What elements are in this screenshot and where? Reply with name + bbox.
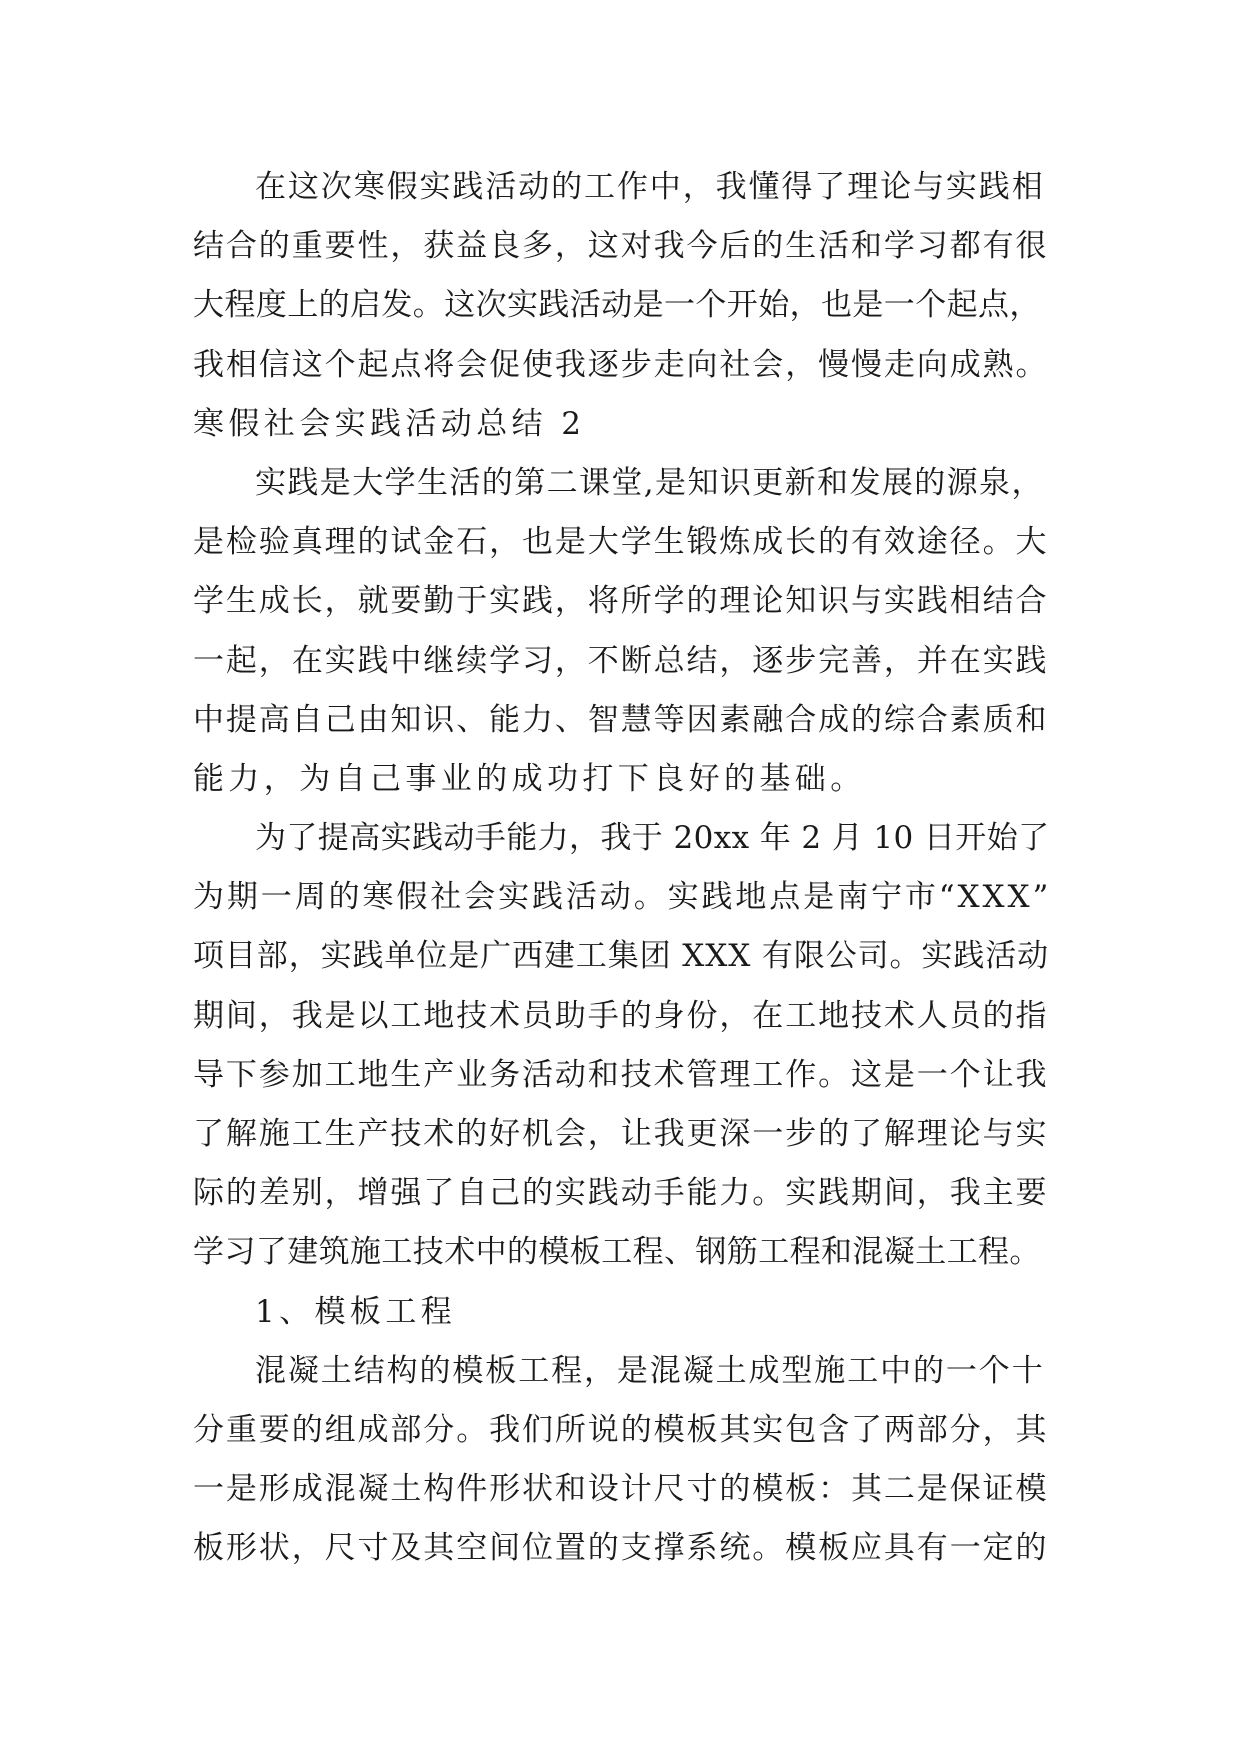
text-line: 能力，为自己事业的成功打下良好的基础。 (193, 760, 866, 797)
text-line: 板形状，尺寸及其空间位置的支撑系统。模板应具有一定的 (193, 1530, 1049, 1567)
text-line: 为了提高实践动手能力，我于 20xx 年 2 月 10 日开始了 (255, 820, 1050, 857)
text-line: 期间，我是以工地技术员助手的身份，在工地技术人员的指 (193, 997, 1049, 1034)
text-line: 学生成长，就要勤于实践，将所学的理论知识与实践相结合 (193, 583, 1049, 620)
text-line: 大程度上的启发。这次实践活动是一个开始，也是一个起点， (193, 287, 1041, 324)
text-line: 项目部，实践单位是广西建工集团 XXX 有限公司。实践活动 (193, 938, 1050, 975)
text-line: 分重要的组成部分。我们所说的模板其实包含了两部分，其 (193, 1411, 1049, 1448)
text-line: 实践是大学生活的第二课堂,是知识更新和发展的源泉， (255, 464, 1044, 501)
text-line: 1、模板工程 (255, 1293, 457, 1330)
text-line: 混凝土结构的模板工程，是混凝土成型施工中的一个十 (255, 1352, 1045, 1389)
text-line: 了解施工生产技术的好机会，让我更深一步的了解理论与实 (193, 1116, 1049, 1152)
text-line: 导下参加工地生产业务活动和技术管理工作。这是一个让我 (193, 1056, 1049, 1093)
document-body (193, 158, 1053, 1579)
text-line: 一起，在实践中继续学习，不断总结，逐步完善，并在实践 (193, 642, 1049, 679)
text-line: 我相信这个起点将会促使我逐步走向社会，慢慢走向成熟。 (193, 346, 1049, 383)
text-line: 寒假社会实践活动总结 2 (193, 405, 586, 442)
text-line: 为期一周的寒假社会实践活动。实践地点是南宁市“XXX” (193, 879, 1052, 916)
text-line: 结合的重要性，获益良多，这对我今后的生活和学习都有很 (193, 228, 1049, 265)
text-line: 中提高自己由知识、能力、智慧等因素融合成的综合素质和 (193, 701, 1049, 738)
text-line: 是检验真理的试金石，也是大学生锻炼成长的有效途径。大 (193, 524, 1049, 561)
text-line: 在这次寒假实践活动的工作中，我懂得了理论与实践相 (255, 169, 1045, 205)
text-line: 际的差别，增强了自己的实践动手能力。实践期间，我主要 (193, 1175, 1049, 1212)
text-line: 一是形成混凝土构件形状和设计尺寸的模板：其二是保证模 (193, 1471, 1049, 1508)
text-line: 学习了建筑施工技术中的模板工程、钢筋工程和混凝土工程。 (193, 1234, 1041, 1271)
